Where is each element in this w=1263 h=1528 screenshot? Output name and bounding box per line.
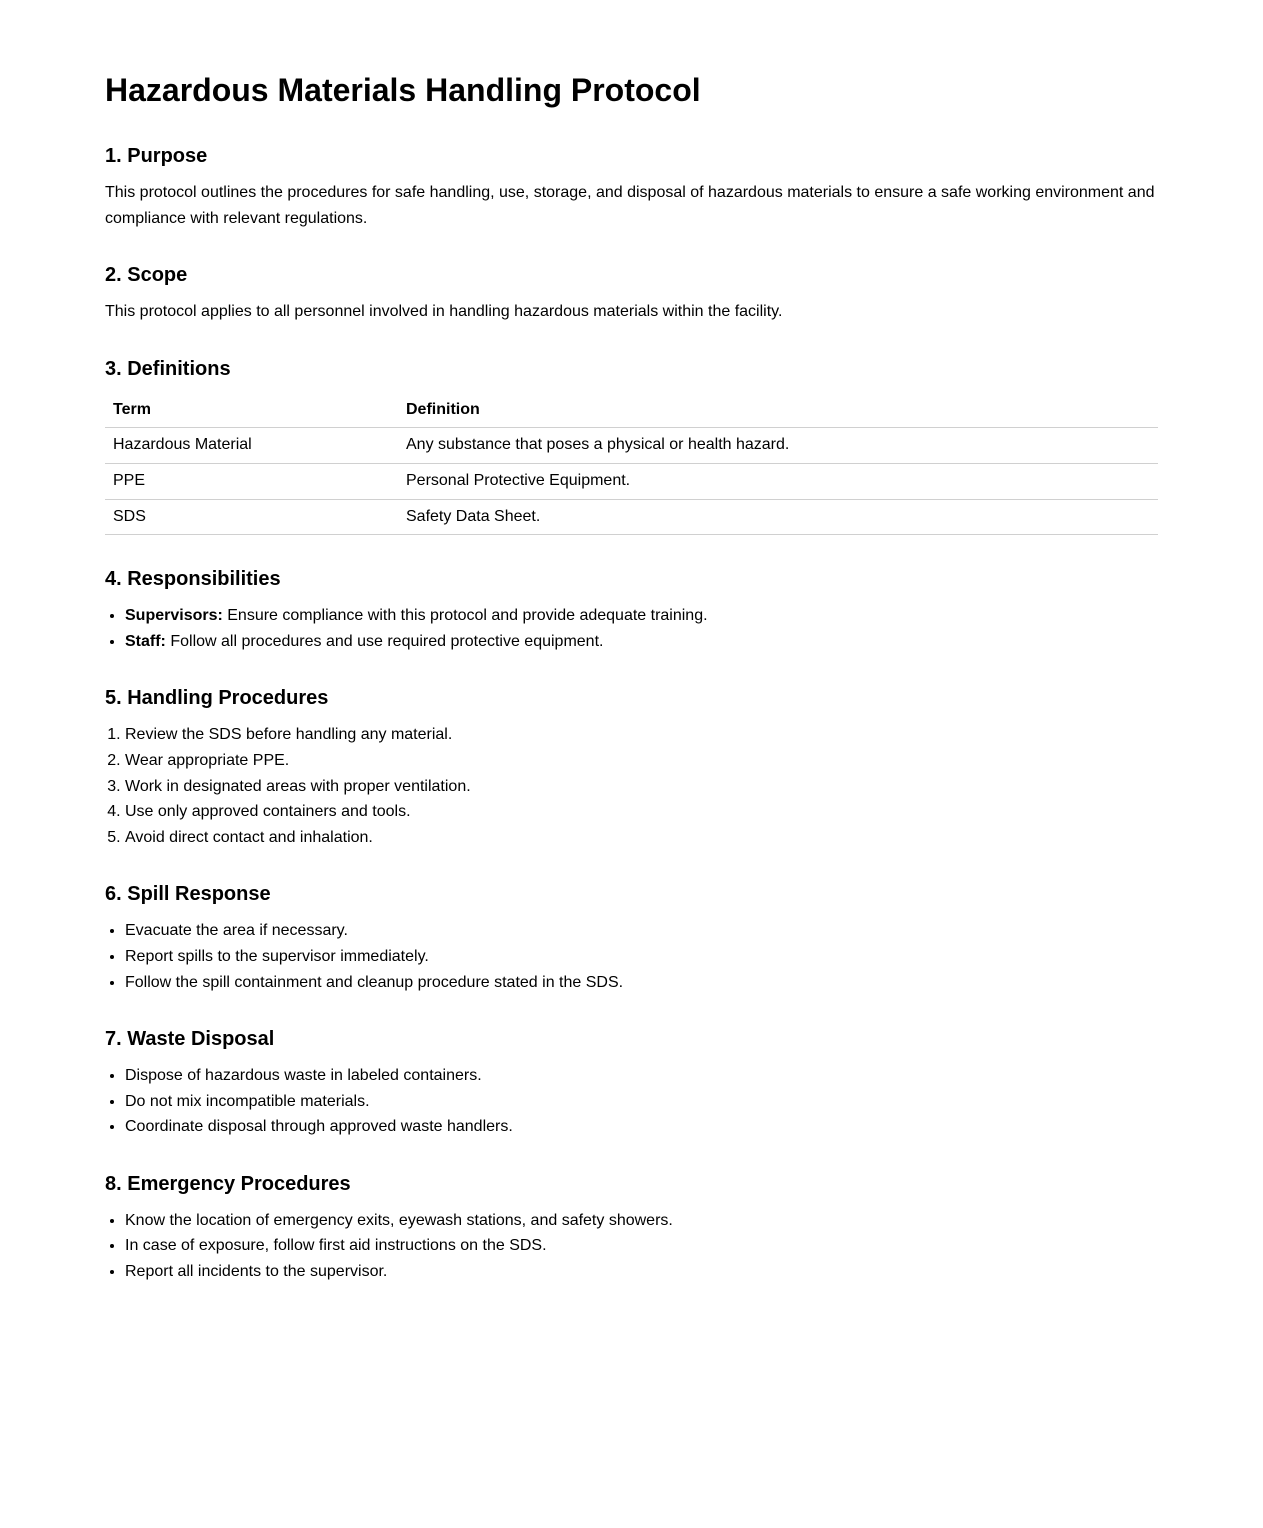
term-cell: SDS (105, 499, 398, 535)
definitions-table (105, 393, 1158, 535)
section-heading: 2. Scope (105, 264, 188, 287)
section-heading: 6. Spill Response (105, 883, 271, 906)
term-cell: Hazardous Material (105, 428, 398, 464)
list-item: • Know the location of emergency exits, eyewash stations, and safety showers. (125, 1208, 1158, 1234)
section-definitions (105, 357, 1158, 535)
list-item: 5. Avoid direct contact and inhalation. (125, 825, 1158, 851)
table-row (105, 499, 1158, 535)
section-heading: 4. Responsibilities (105, 568, 281, 591)
definition-cell: Safety Data Sheet. (398, 499, 1158, 535)
list-item: • In case of exposure, follow first aid instructions on the SDS. (125, 1233, 1158, 1259)
handling-steps-list (105, 722, 1158, 850)
definition-cell: Personal Protective Equipment. (398, 463, 1158, 499)
section-handling-procedures (105, 686, 1158, 850)
section-heading: 8. Emergency Procedures (105, 1172, 351, 1195)
page-title: Hazardous Materials Handling Protocol (105, 72, 701, 108)
list-item: • Dispose of hazardous waste in labeled containers. (125, 1063, 1158, 1089)
list-item: • Report spills to the supervisor immediately. (125, 944, 1158, 970)
definition-cell: Any substance that poses a physical or health hazard. (398, 428, 1158, 464)
table-header-row (105, 393, 1158, 428)
table-row (105, 428, 1158, 464)
section-responsibilities (105, 567, 1158, 654)
section-heading: 5. Handling Procedures (105, 687, 329, 710)
section-spill-response (105, 882, 1158, 995)
term-cell: PPE (105, 463, 398, 499)
role-label: Staff: (125, 632, 166, 650)
waste-disposal-list (105, 1063, 1158, 1140)
section-heading: 1. Purpose (105, 145, 208, 167)
list-item (125, 629, 1158, 655)
column-header-term: Term (105, 393, 398, 428)
list-item: • Follow the spill containment and cleanup procedure stated in the SDS. (125, 970, 1158, 996)
list-item: 3. Work in designated areas with proper ventilation. (125, 774, 1158, 800)
role-description: Ensure compliance with this protocol and provide adequate training. (222, 607, 708, 625)
purpose-text: This protocol outlines the procedures for safe handling, use, storage, and disposal of hazardous materials to ensure a safe working environment and compliance with relevant regulations. (105, 184, 1155, 227)
column-header-definition: Definition (398, 393, 1158, 428)
section-emergency-procedures (105, 1172, 1158, 1285)
list-item: • Coordinate disposal through approved waste handlers. (125, 1114, 1158, 1140)
section-waste-disposal (105, 1027, 1158, 1140)
document (105, 0, 1158, 1285)
table-row (105, 463, 1158, 499)
emergency-procedures-list (105, 1208, 1158, 1285)
list-item: 4. Use only approved containers and tools. (125, 799, 1158, 825)
section-heading: 7. Waste Disposal (105, 1028, 275, 1051)
responsibilities-list (105, 603, 1158, 654)
list-item: • Do not mix incompatible materials. (125, 1089, 1158, 1115)
list-item: • Report all incidents to the supervisor. (125, 1259, 1158, 1285)
list-item (125, 603, 1158, 629)
role-description: Follow all procedures and use required protective equipment. (165, 632, 604, 650)
spill-response-list (105, 918, 1158, 995)
section-heading: 3. Definitions (105, 357, 231, 380)
list-item: 1. Review the SDS before handling any material. (125, 722, 1158, 748)
scope-text: This protocol applies to all personnel involved in handling hazardous materials within the facility. (105, 303, 783, 321)
section-scope (105, 263, 1158, 325)
role-label: Supervisors: (125, 607, 223, 625)
list-item: • Evacuate the area if necessary. (125, 918, 1158, 944)
list-item: 2. Wear appropriate PPE. (125, 748, 1158, 774)
section-purpose (105, 144, 1158, 231)
